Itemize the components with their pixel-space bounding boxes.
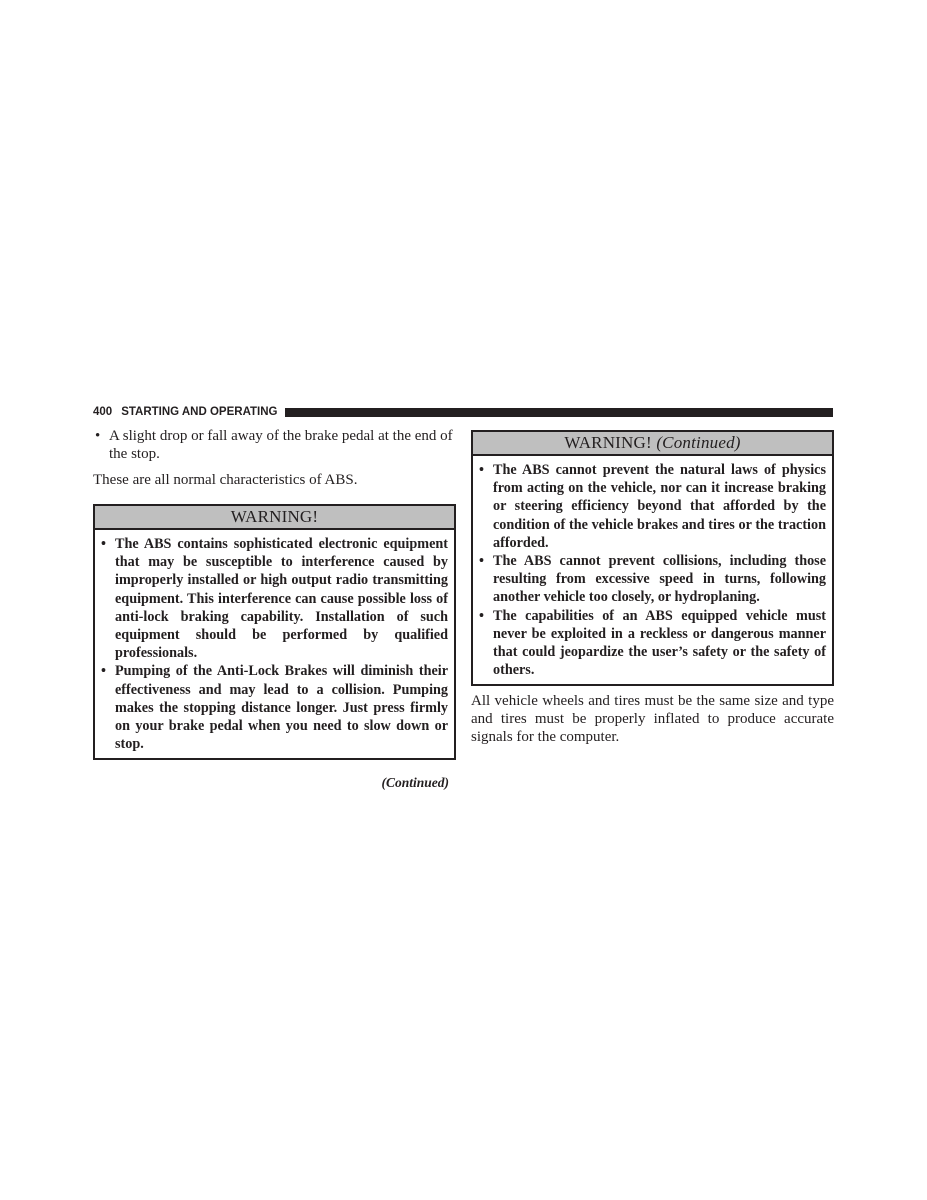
body-paragraph: All vehicle wheels and tires must be the same size and type and tires must be properly inflated to produce accurate signals for the computer. bbox=[471, 693, 834, 746]
list-item bbox=[93, 427, 456, 463]
warning-box bbox=[93, 504, 456, 760]
bullet-icon: • bbox=[479, 462, 484, 478]
warning-item-text: The ABS contains sophisticated electronic equipment that may be susceptible to interference caused by improperly installed or high output radio transmitting equipment. This interference can cause possible loss of anti-lock braking capability. Installation of such equipment should be performed by qualified professionals. bbox=[115, 536, 448, 662]
bullet-icon: • bbox=[101, 536, 106, 552]
warning-box-continued bbox=[471, 430, 834, 686]
bullet-icon: • bbox=[479, 553, 484, 570]
page-number: 400 bbox=[93, 406, 113, 418]
warning-item bbox=[479, 461, 826, 552]
warning-title bbox=[473, 432, 832, 456]
section-title: STARTING AND OPERATING bbox=[121, 406, 278, 418]
warning-title-suffix: (Continued) bbox=[656, 433, 741, 452]
bullet-icon: • bbox=[95, 428, 101, 444]
warning-item-text: The ABS cannot prevent collisions, including those resulting from excessive speed in turns, following another vehicle too closely, or hydroplaning. bbox=[493, 553, 826, 606]
warning-item bbox=[479, 552, 826, 607]
warning-title: WARNING! bbox=[95, 506, 454, 530]
page-header bbox=[93, 405, 833, 419]
bullet-icon: • bbox=[101, 663, 106, 680]
warning-title-text: WARNING! bbox=[564, 433, 652, 452]
body-paragraph: These are all normal characteristics of ABS. bbox=[93, 472, 358, 488]
warning-item bbox=[101, 535, 448, 662]
warning-item-text: The ABS cannot prevent the natural laws of physics from acting on the vehicle, nor can it increase braking or steering efficiency beyond that afforded by the condition of the vehicle brakes and tires or the traction afforded. bbox=[493, 462, 826, 551]
warning-item-text: Pumping of the Anti-Lock Brakes will diminish their effectiveness and may lead to a collision. Pumping makes the stopping distance longer. Just press firmly on your brake pedal when you need to slow down or stop. bbox=[115, 663, 448, 753]
warning-body bbox=[95, 530, 454, 758]
right-column bbox=[471, 430, 834, 746]
left-column bbox=[93, 427, 456, 760]
continued-label: (Continued) bbox=[381, 775, 449, 790]
warning-item-text: The capabilities of an ABS equipped vehicle must never be exploited in a reckless or dangerous manner that could jeopardize the user’s safety or the safety of others. bbox=[493, 607, 826, 679]
warning-item bbox=[479, 607, 826, 680]
header-rule bbox=[285, 408, 834, 417]
list-item-text: A slight drop or fall away of the brake pedal at the end of the stop. bbox=[109, 428, 453, 462]
warning-item bbox=[101, 662, 448, 753]
warning-body bbox=[473, 456, 832, 684]
bullet-icon: • bbox=[479, 607, 484, 624]
